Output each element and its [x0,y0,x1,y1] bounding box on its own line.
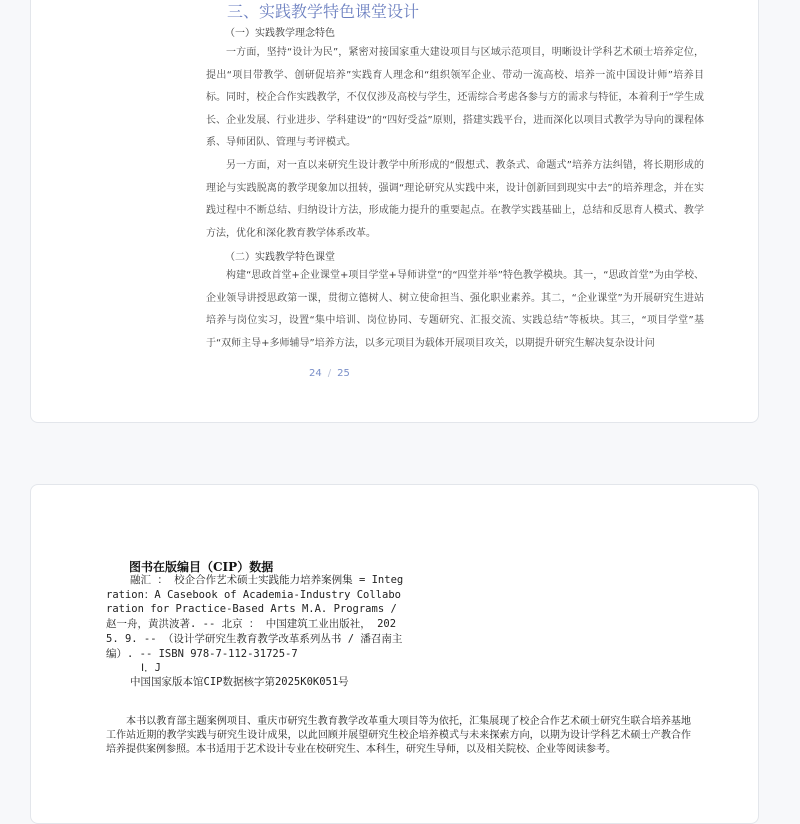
paragraph-2: 另一方面，对一直以来研究生设计教学中所形成的“假想式、教条式、命题式”培养方法纠错，将长期形成的理论与实践脱离的教学现象加以扭转，强调“理论研究从实践中来，设计创新回到现实中去”的培养理念，并在实践过程中不断总结、归纳设计方法，形成能力提升的重要起点。在教学实践基础上，总结和反思育人模式、教学方法，优化和深化教育教学体系改革。 [206,160,704,239]
paragraph-3: 构建“思政首堂+企业课堂+项目学堂+导师讲堂”的“四堂并举”特色教学模块。其一，“思政首堂”为由学校、企业领导讲授思政第一课，贯彻立德树人、树立使命担当、强化职业素养。其二，“企业课堂”为开展研究生进站培养与岗位实习，设置“集中培训、岗位协同、专题研究、汇报交流、实践总结”等板块。其三，“项目学堂”基于“双师主导+多师辅导”培养方法，以多元项目为载体开展项目攻关，以期提升研究生解决复杂设计问 [206,270,704,349]
subsection-heading-2: （二）实践教学特色课堂 [225,252,335,263]
cip-classification: Ⅰ．J [141,662,161,674]
page-current: 24 [309,368,322,379]
section-title: 三、实践教学特色课堂设计 [227,2,420,21]
paragraph-1: 一方面，坚持“设计为民”，紧密对接国家重大建设项目与区域示范项目，明晰设计学科艺术硕士培养定位，提出“项目带教学、创研促培养”实践育人理念和“组织领军企业、带动一流高校、培养一流中国设计师”培养目标。同时，校企合作实践教学，不仅仅涉及高校与学生，还需综合考虑各参与方的需求与特征，本着利于“学生成长、企业发展、行业进步、学科建设”的“四好受益”原则，搭建实践平台，进而深化以项目式教学为导向的课程体系、导师团队、管理与考评模式。 [206,47,704,148]
page-separator: / [327,368,332,379]
cip-title: 图书在版编目（CIP）数据 [129,560,274,574]
cip-record-body: 融汇 ： 校企合作艺术硕士实践能力培养案例集 = Integration：A Casebook of Academia-Industry Collaboration for Practice-Based Arts M.A. Programs / 赵一舟，黄洪波著. -- 北京 ： 中国建筑工业出版社， 2025. 9. -- （设计学研究生教育教学改革系列丛书 / 潘召南主编）. -- ISBN 978-7-112-31725-7 [106,574,404,660]
document-page-25 [30,484,759,824]
subsection-heading-1: （一）实践教学理念特色 [225,28,335,39]
document-page-24 [30,0,759,423]
page-indicator [309,368,350,379]
page-total: 25 [337,368,350,379]
book-introduction: 本书以教育部主题案例项目、重庆市研究生教育教学改革重大项目等为依托，汇集展现了校企合作艺术硕士研究生联合培养基地工作站近期的教学实践与研究生设计成果，以此回顾并展望研究生校企培养模式与未来探索方向，以期为设计学科艺术硕士产教合作培养提供案例参照。本书适用于艺术设计专业在校研究生、本科生，研究生导师，以及相关院校、企业等阅读参考。 [106,716,691,755]
cip-record-number: 中国国家版本馆CIP数据核字第2025K0K051号 [130,676,349,688]
